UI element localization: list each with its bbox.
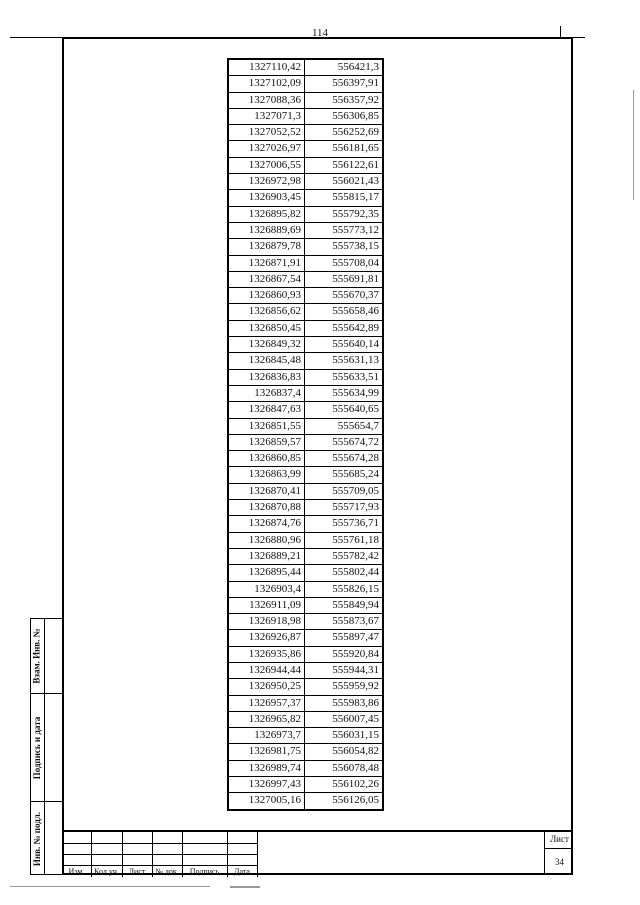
coordinate-x-cell: 1326850,45 — [228, 320, 305, 336]
table-row — [228, 532, 383, 548]
coordinate-x-cell: 1326989,74 — [228, 760, 305, 776]
coordinate-x-cell: 1326973,7 — [228, 728, 305, 744]
title-block — [62, 830, 573, 877]
coordinate-x-cell: 1326837,4 — [228, 385, 305, 401]
table-row — [228, 76, 383, 92]
table-row — [228, 92, 383, 108]
coordinate-y-cell: 555983,86 — [305, 695, 384, 711]
coordinate-y-cell: 555708,04 — [305, 255, 384, 271]
coordinate-x-cell: 1326903,45 — [228, 190, 305, 206]
side-label-vzam: Взам. Инв. № — [32, 628, 42, 684]
table-row — [228, 239, 383, 255]
coordinate-x-cell: 1327110,42 — [228, 59, 305, 76]
coordinate-y-cell: 555640,14 — [305, 337, 384, 353]
coordinate-x-cell: 1326981,75 — [228, 744, 305, 760]
coordinate-y-cell: 556102,26 — [305, 777, 384, 793]
coordinate-y-cell: 555658,46 — [305, 304, 384, 320]
coordinate-x-cell: 1326860,93 — [228, 288, 305, 304]
coordinate-y-cell: 556078,48 — [305, 760, 384, 776]
sheet-label: Лист — [550, 834, 569, 844]
sheet-number: 34 — [555, 857, 564, 867]
coordinate-x-cell: 1326874,76 — [228, 516, 305, 532]
table-row — [228, 744, 383, 760]
table-row — [228, 206, 383, 222]
coordinate-y-cell: 555920,84 — [305, 646, 384, 662]
coordinate-x-cell: 1327052,52 — [228, 125, 305, 141]
coordinate-y-cell: 555773,12 — [305, 222, 384, 238]
coordinate-y-cell: 555815,17 — [305, 190, 384, 206]
scan-bottom-mark — [230, 886, 260, 888]
coordinate-x-cell: 1326867,54 — [228, 271, 305, 287]
table-row — [228, 793, 383, 810]
coordinate-y-cell: 556421,3 — [305, 59, 384, 76]
coordinate-y-cell: 556357,92 — [305, 92, 384, 108]
title-block-izm: Изм. — [68, 867, 85, 876]
table-row — [228, 516, 383, 532]
coordinate-x-cell: 1327088,36 — [228, 92, 305, 108]
coordinate-y-cell: 555674,28 — [305, 451, 384, 467]
coordinate-y-cell: 555634,99 — [305, 385, 384, 401]
table-row — [228, 760, 383, 776]
table-row — [228, 369, 383, 385]
coordinate-x-cell: 1326972,98 — [228, 174, 305, 190]
coordinate-x-cell: 1326851,55 — [228, 418, 305, 434]
table-row — [228, 679, 383, 695]
coordinate-y-cell: 555802,44 — [305, 565, 384, 581]
coordinate-x-cell: 1326870,88 — [228, 500, 305, 516]
coordinate-x-cell: 1327071,3 — [228, 108, 305, 124]
coordinate-y-cell: 555944,31 — [305, 662, 384, 678]
coordinate-y-cell: 555642,89 — [305, 320, 384, 336]
coordinate-y-cell: 556397,91 — [305, 76, 384, 92]
top-corner-mark — [560, 26, 586, 37]
title-block-list: Лист — [128, 867, 146, 876]
coordinate-x-cell: 1327006,55 — [228, 157, 305, 173]
table-row — [228, 157, 383, 173]
coordinate-y-cell: 555691,81 — [305, 271, 384, 287]
table-row — [228, 695, 383, 711]
coordinate-x-cell: 1326944,44 — [228, 662, 305, 678]
table-row — [228, 483, 383, 499]
coordinate-y-cell: 555761,18 — [305, 532, 384, 548]
coordinate-y-cell: 555640,65 — [305, 402, 384, 418]
coordinate-y-cell: 556007,45 — [305, 711, 384, 727]
table-row — [228, 728, 383, 744]
table-row — [228, 548, 383, 564]
table-row — [228, 222, 383, 238]
coordinate-x-cell: 1326918,98 — [228, 614, 305, 630]
table-row — [228, 255, 383, 271]
coordinate-y-cell: 556252,69 — [305, 125, 384, 141]
table-row — [228, 190, 383, 206]
coordinate-x-cell: 1326847,63 — [228, 402, 305, 418]
coordinates-table — [227, 58, 384, 811]
table-row — [228, 271, 383, 287]
coordinate-x-cell: 1326957,37 — [228, 695, 305, 711]
coordinate-y-cell: 555897,47 — [305, 630, 384, 646]
coordinate-x-cell: 1326889,69 — [228, 222, 305, 238]
coordinate-x-cell: 1326997,43 — [228, 777, 305, 793]
coordinate-x-cell: 1326870,41 — [228, 483, 305, 499]
title-block-ndok: № док. — [155, 867, 179, 876]
table-row — [228, 320, 383, 336]
coordinate-y-cell: 555873,67 — [305, 614, 384, 630]
coordinate-y-cell: 555631,13 — [305, 353, 384, 369]
coordinate-y-cell: 555738,15 — [305, 239, 384, 255]
coordinate-x-cell: 1326845,48 — [228, 353, 305, 369]
coordinates-table-body — [228, 59, 383, 810]
title-block-data: Дата — [234, 867, 250, 876]
coordinate-y-cell: 556306,85 — [305, 108, 384, 124]
table-row — [228, 646, 383, 662]
table-row — [228, 711, 383, 727]
table-row — [228, 385, 383, 401]
coordinate-y-cell: 556021,43 — [305, 174, 384, 190]
coordinate-x-cell: 1326871,91 — [228, 255, 305, 271]
table-row — [228, 777, 383, 793]
coordinate-x-cell: 1326880,96 — [228, 532, 305, 548]
table-row — [228, 581, 383, 597]
coordinate-y-cell: 556122,61 — [305, 157, 384, 173]
coordinate-x-cell: 1326895,44 — [228, 565, 305, 581]
coordinate-y-cell: 555654,7 — [305, 418, 384, 434]
coordinate-y-cell: 555717,93 — [305, 500, 384, 516]
sheet-cell-line — [544, 830, 545, 875]
table-row — [228, 597, 383, 613]
coordinate-y-cell: 555782,42 — [305, 548, 384, 564]
table-row — [228, 108, 383, 124]
table-row — [228, 402, 383, 418]
coordinate-y-cell: 555849,94 — [305, 597, 384, 613]
coordinate-x-cell: 1327005,16 — [228, 793, 305, 810]
coordinate-y-cell: 555670,37 — [305, 288, 384, 304]
title-block-koluch: Кол.уч. — [94, 867, 119, 876]
sheet-cell-line — [544, 848, 573, 849]
coordinate-x-cell: 1327026,97 — [228, 141, 305, 157]
table-row — [228, 125, 383, 141]
coordinate-y-cell: 556181,65 — [305, 141, 384, 157]
coordinate-x-cell: 1326935,86 — [228, 646, 305, 662]
coordinate-x-cell: 1326879,78 — [228, 239, 305, 255]
table-row — [228, 434, 383, 450]
table-row — [228, 141, 383, 157]
coordinate-y-cell: 555709,05 — [305, 483, 384, 499]
table-row — [228, 630, 383, 646]
table-row — [228, 304, 383, 320]
coordinate-x-cell: 1326860,85 — [228, 451, 305, 467]
table-row — [228, 288, 383, 304]
coordinate-x-cell: 1326903,4 — [228, 581, 305, 597]
table-row — [228, 418, 383, 434]
coordinate-y-cell: 556054,82 — [305, 744, 384, 760]
table-row — [228, 614, 383, 630]
table-row — [228, 451, 383, 467]
coordinate-y-cell: 555959,92 — [305, 679, 384, 695]
coordinate-x-cell: 1326849,32 — [228, 337, 305, 353]
coordinate-y-cell: 555633,51 — [305, 369, 384, 385]
coordinate-x-cell: 1326863,99 — [228, 467, 305, 483]
coordinate-y-cell: 556126,05 — [305, 793, 384, 810]
side-label-podpis: Подпись и дата — [32, 716, 42, 780]
side-stamp-divider — [44, 618, 45, 875]
table-row — [228, 337, 383, 353]
coordinate-x-cell: 1326859,57 — [228, 434, 305, 450]
scan-edge-mark — [633, 90, 634, 200]
table-row — [228, 662, 383, 678]
coordinate-x-cell: 1326895,82 — [228, 206, 305, 222]
coordinate-x-cell: 1326965,82 — [228, 711, 305, 727]
table-row — [228, 174, 383, 190]
coordinate-x-cell: 1327102,09 — [228, 76, 305, 92]
coordinate-y-cell: 555674,72 — [305, 434, 384, 450]
table-row — [228, 353, 383, 369]
coordinate-y-cell: 555826,15 — [305, 581, 384, 597]
coordinate-y-cell: 555685,24 — [305, 467, 384, 483]
coordinate-x-cell: 1326856,62 — [228, 304, 305, 320]
coordinate-x-cell: 1326836,83 — [228, 369, 305, 385]
table-row — [228, 500, 383, 516]
coordinate-y-cell: 555792,35 — [305, 206, 384, 222]
side-label-inv: Инв. № подл. — [32, 811, 42, 866]
coordinate-y-cell: 556031,15 — [305, 728, 384, 744]
table-row — [228, 467, 383, 483]
coordinate-x-cell: 1326911,09 — [228, 597, 305, 613]
coordinate-x-cell: 1326889,21 — [228, 548, 305, 564]
title-block-col-line — [257, 832, 258, 877]
coordinate-x-cell: 1326926,87 — [228, 630, 305, 646]
scan-bottom-line — [10, 886, 210, 887]
coordinate-y-cell: 555736,71 — [305, 516, 384, 532]
title-block-podpis: Подпись — [189, 867, 220, 876]
coordinate-x-cell: 1326950,25 — [228, 679, 305, 695]
table-row — [228, 59, 383, 76]
table-row — [228, 565, 383, 581]
page-number: 114 — [311, 27, 329, 39]
